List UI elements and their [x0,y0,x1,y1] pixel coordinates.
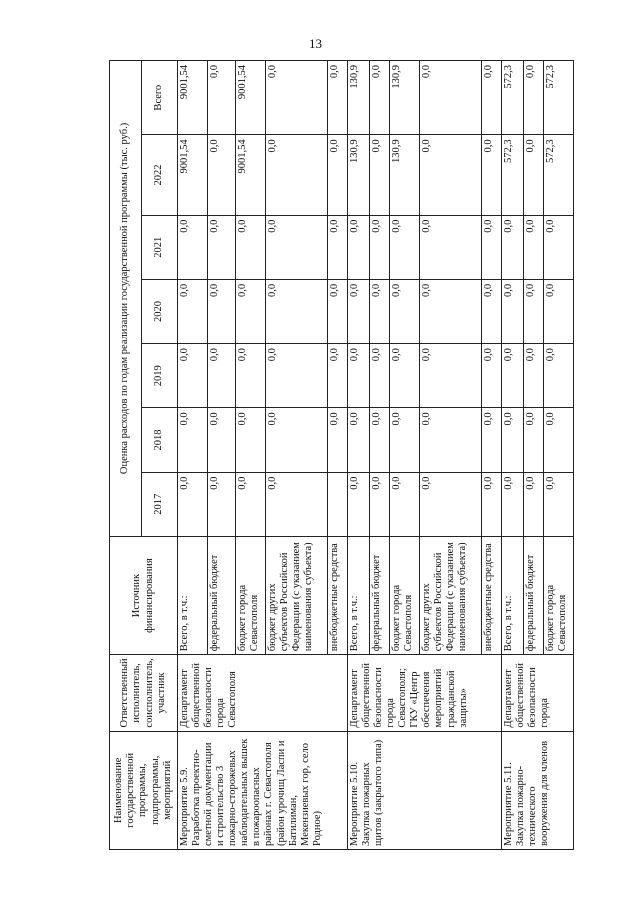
header-year: 2022 [142,135,178,215]
responsible-cell: Департамент общественной безопасности города Севастополя; ГКУ «Центр обеспечения мероприятий гражданской защиты» [348,655,502,731]
responsible-cell: Департамент общественной безопасности города [502,655,574,731]
table-viewport [109,60,631,846]
value-cell: 0,0 [544,408,574,472]
value-cell: 572,3 [544,135,574,215]
value-cell: 9001,54 [178,135,208,215]
value-cell: 0,0 [328,344,348,408]
value-cell: 0,0 [482,279,502,343]
table-row [178,61,208,850]
value-cell: 0,0 [208,472,236,536]
value-cell: 0,0 [544,344,574,408]
rotated-table-container [109,60,569,850]
value-cell: 0,0 [482,344,502,408]
value-cell: 0,0 [502,215,524,279]
value-cell: 0,0 [178,279,208,343]
source-cell: Всего, в т.ч.: [178,536,208,654]
source-cell: бюджет других субъектов Российской Федерации (с указанием наименования субъекта) [420,536,482,654]
value-cell: 0,0 [370,408,390,472]
value-cell: 9001,54 [236,135,266,215]
value-cell: 9001,54 [178,61,208,135]
source-cell: бюджет города Севастополя [236,536,266,654]
value-cell: 0,0 [420,344,482,408]
header-estimate: Оценка расходов по годам реализации государственной программы (тыс. руб.) [110,61,142,537]
value-cell: 0,0 [208,344,236,408]
header-total: Всего [142,61,178,135]
value-cell: 0,0 [544,472,574,536]
value-cell: 0,0 [348,408,370,472]
value-cell: 0,0 [524,279,544,343]
source-cell: бюджет города Севастополя [390,536,420,654]
value-cell: 0,0 [502,344,524,408]
value-cell: 0,0 [544,279,574,343]
source-cell: внебюджетные средства [328,536,348,654]
source-cell: внебюджетные средства [482,536,502,654]
table-row [502,61,524,850]
value-cell: 0,0 [390,472,420,536]
value-cell: 0,0 [178,472,208,536]
value-cell: 0,0 [420,408,482,472]
value-cell: 0,0 [328,61,348,135]
source-cell: федеральный бюджет [370,536,390,654]
header-year: 2021 [142,215,178,279]
value-cell: 0,0 [524,215,544,279]
value-cell: 0,0 [208,279,236,343]
value-cell: 0,0 [348,279,370,343]
event-name: Мероприятие 5.10. Закупка пожарных щитов (закрытого типа) [348,731,502,849]
source-cell: федеральный бюджет [208,536,236,654]
value-cell: 0,0 [178,344,208,408]
value-cell: 0,0 [236,344,266,408]
value-cell: 0,0 [208,408,236,472]
value-cell: 0,0 [348,215,370,279]
value-cell: 0,0 [328,279,348,343]
value-cell: 0,0 [266,61,328,135]
value-cell: 0,0 [266,135,328,215]
value-cell: 0,0 [266,408,328,472]
value-cell: 0,0 [524,61,544,135]
value-cell: 0,0 [482,408,502,472]
value-cell: 0,0 [208,61,236,135]
value-cell: 130,9 [390,61,420,135]
value-cell: 0,0 [482,135,502,215]
header-year: 2017 [142,472,178,536]
source-cell: бюджет других субъектов Российской Федерации (с указанием наименования субъекта) [266,536,328,654]
value-cell: 0,0 [328,215,348,279]
value-cell: 0,0 [502,279,524,343]
event-name: Мероприятие 5.11. Закупка пожарно-технического вооружения для членов [502,731,574,849]
value-cell: 130,9 [348,61,370,135]
value-cell: 0,0 [370,472,390,536]
value-cell: 0,0 [236,215,266,279]
source-cell: бюджет города Севастополя [544,536,574,654]
value-cell: 0,0 [524,344,544,408]
value-cell: 0,0 [420,279,482,343]
value-cell [328,472,348,536]
value-cell: 0,0 [236,279,266,343]
page-number: 13 [309,36,322,51]
value-cell: 0,0 [328,135,348,215]
value-cell: 0,0 [390,279,420,343]
value-cell: 9001,54 [236,61,266,135]
header-year: 2018 [142,408,178,472]
value-cell: 0,0 [420,135,482,215]
value-cell: 572,3 [502,135,524,215]
value-cell: 0,0 [370,215,390,279]
header-source: Источник финансирования [110,536,178,654]
value-cell: 0,0 [420,215,482,279]
value-cell: 0,0 [348,344,370,408]
value-cell: 0,0 [390,344,420,408]
value-cell: 130,9 [390,135,420,215]
value-cell: 0,0 [524,135,544,215]
value-cell: 0,0 [328,408,348,472]
value-cell: 0,0 [236,408,266,472]
responsible-cell: Департамент общественной безопасности города Севастополя [178,655,348,731]
value-cell: 0,0 [178,215,208,279]
value-cell: 0,0 [524,472,544,536]
value-cell: 0,0 [390,215,420,279]
value-cell: 0,0 [236,472,266,536]
value-cell: 130,9 [348,135,370,215]
source-cell: федеральный бюджет [524,536,544,654]
value-cell: 0,0 [482,472,502,536]
value-cell: 0,0 [524,408,544,472]
value-cell: 0,0 [348,472,370,536]
value-cell: 572,3 [544,61,574,135]
header-responsible: Ответственный исполнитель, соисполнитель, участник [110,655,178,731]
value-cell: 0,0 [482,61,502,135]
value-cell: 0,0 [208,215,236,279]
value-cell: 0,0 [370,61,390,135]
value-cell: 0,0 [390,408,420,472]
value-cell: 0,0 [502,472,524,536]
value-cell: 0,0 [544,215,574,279]
financing-table [109,60,574,850]
value-cell: 0,0 [370,344,390,408]
value-cell: 0,0 [266,215,328,279]
header-year: 2019 [142,344,178,408]
value-cell: 0,0 [482,215,502,279]
value-cell: 0,0 [502,408,524,472]
value-cell: 0,0 [266,279,328,343]
source-cell: Всего, в т.ч.: [348,536,370,654]
header-name: Наименование государственной программы, подпрограммы, мероприятий [110,731,178,849]
value-cell: 0,0 [420,61,482,135]
event-name: Мероприятие 5.9. Разработка проектно-сметной документации и строительство 3 пожарно-сторожевых наблюдательных вышек в пожароопасных районах г. Севастополя (район урочищ Ласпи и Батилиман, Мекензиевых гор, село Родное) [178,731,348,849]
table-row [348,61,370,850]
value-cell: 0,0 [266,472,328,536]
value-cell: 0,0 [370,279,390,343]
value-cell: 0,0 [266,344,328,408]
value-cell: 0,0 [208,135,236,215]
value-cell: 0,0 [370,135,390,215]
source-cell: Всего, в т.ч.: [502,536,524,654]
value-cell: 0,0 [178,408,208,472]
header-year: 2020 [142,279,178,343]
value-cell: 572,3 [502,61,524,135]
value-cell: 0,0 [420,472,482,536]
